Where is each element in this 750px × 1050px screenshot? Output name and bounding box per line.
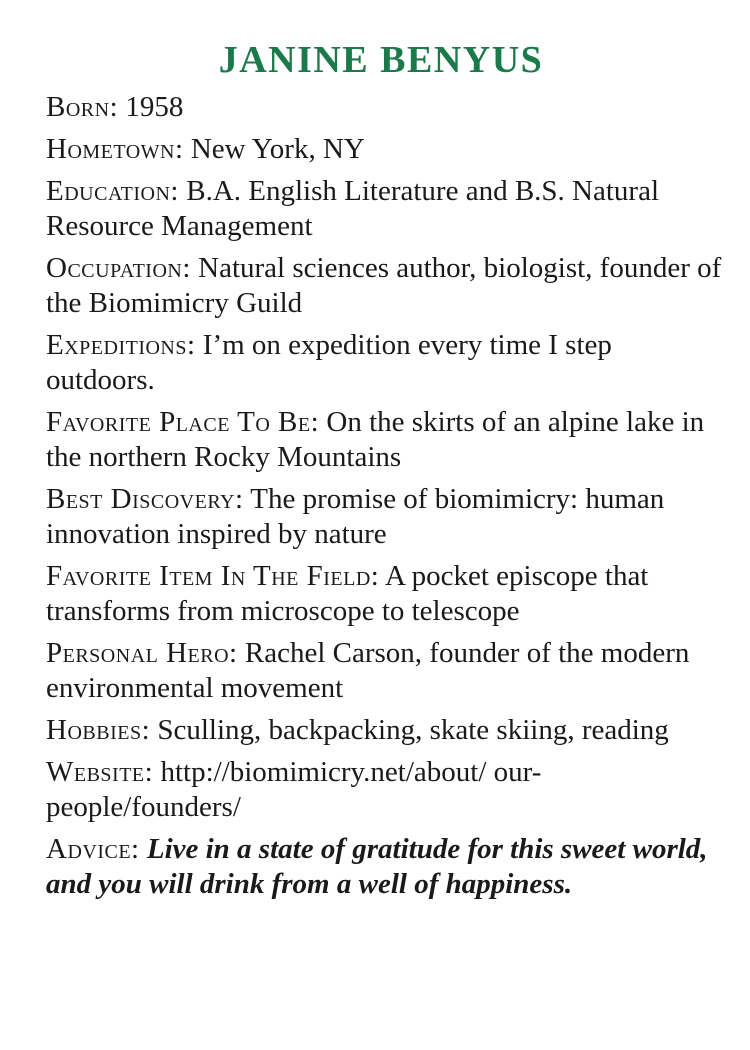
entry-education — [46, 174, 726, 244]
entry-label: Expeditions: — [46, 329, 196, 361]
website-link[interactable]: http://biomimicry.net/about/ our-people/founders/ — [46, 756, 542, 823]
entry-value: The promise of biomimicry: human innovation inspired by nature — [46, 483, 665, 550]
entry-value: On the skirts of an alpine lake in the northern Rocky Mountains — [46, 406, 705, 473]
entry-label: Occupation: — [46, 252, 191, 284]
entry-advice — [46, 832, 726, 902]
entry-label: Hometown: — [46, 133, 184, 165]
entry-label: Best Discovery: — [46, 483, 244, 515]
entry-label: Favorite Item In The Field: — [46, 560, 380, 592]
entry-label: Personal Hero: — [46, 637, 238, 669]
entry-label: Born: — [46, 91, 119, 123]
entry-value: Natural sciences author, biologist, founder of the Biomimicry Guild — [46, 252, 722, 319]
entry-value: A pocket episcope that transforms from microscope to telescope — [46, 560, 649, 627]
advice-quote: Live in a state of gratitude for this sweet world, and you will drink from a well of happiness. — [46, 833, 708, 900]
entry-label: Website: — [46, 756, 154, 788]
entry-label: Favorite Place To Be: — [46, 406, 320, 438]
profile-card — [46, 36, 726, 909]
entry-born — [46, 90, 726, 125]
entry-value: Rachel Carson, founder of the modern environmental movement — [46, 637, 690, 704]
entry-label: Education: — [46, 175, 179, 207]
entry-expeditions — [46, 328, 726, 398]
entry-value: I’m on expedition every time I step outdoors. — [46, 329, 612, 396]
entry-best-discovery — [46, 482, 726, 552]
entry-value: Sculling, backpacking, skate skiing, reading — [157, 714, 669, 746]
entry-value: New York, NY — [190, 133, 365, 165]
entry-personal-hero — [46, 636, 726, 706]
entry-website — [46, 755, 726, 825]
profile-name: JANINE BENYUS — [218, 39, 544, 81]
entry-hobbies — [46, 713, 726, 748]
entry-occupation — [46, 251, 726, 321]
entry-favorite-place — [46, 405, 726, 475]
entry-value: B.A. English Literature and B.S. Natural Resource Management — [46, 175, 660, 242]
entry-label: Hobbies: — [46, 714, 151, 746]
entry-value: 1958 — [125, 91, 184, 123]
entry-label: Advice: — [46, 833, 140, 865]
entry-hometown — [46, 132, 726, 167]
entry-favorite-item — [46, 559, 726, 629]
